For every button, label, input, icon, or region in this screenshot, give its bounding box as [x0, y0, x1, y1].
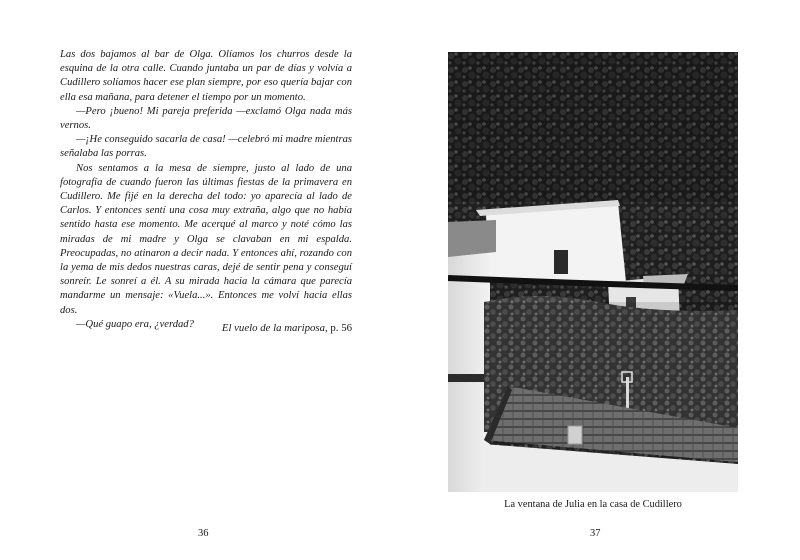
photo-caption: La ventana de Julia en la casa de Cudillero	[504, 499, 682, 510]
paragraph-3: —¡He conseguido sacarla de casa! —celebró mi madre mientras señalaba las porras.	[60, 134, 352, 160]
page-number-right: 37	[590, 528, 601, 539]
paragraph-1: Las dos bajamos al bar de Olga. Olíamos los churros desde la esquina de la otra calle. Cuando juntaba un par de días y volvía a Cudillero solíamos hacer ese plan siempre, por eso quería bajar con ella esa mañana, para detener el tiempo por un momento.	[60, 49, 352, 103]
paragraph-4: Nos sentamos a la mesa de siempre, justo al lado de una fotografía de cuando fueron las últimas fiestas de la primavera en Cudillero. Me fijé en la derecha del todo: yo aparecía al lado de Carlos. Y entonces sentí una cosa muy extraña, algo que no había sentido hasta ese momento. Me acerqué al marco y noté cómo las miradas de mi madre y Olga se clavaban en mi espalda. Preocupadas, no atinaron a decir nada. Y entonces ahí, rozando con la yema de mis dedos nuestras caras, dejé de sentir pena y conseguí sonreír. Le sonreí a él. A su mirada hacia la cámara que parecía mandarme un mensaje: «Vuela...». Entonces me volví hacia ellas dos.	[60, 162, 352, 316]
citation-title: El vuelo de la mariposa	[221, 322, 325, 334]
citation-page: , p. 56	[325, 322, 352, 334]
photograph	[448, 52, 738, 492]
paragraph-5: —Qué guapo era, ¿verdad?	[76, 318, 194, 330]
page-number-left: 36	[198, 528, 209, 539]
photo-illustration	[448, 52, 738, 492]
body-text	[60, 48, 352, 332]
citation	[60, 322, 352, 334]
paragraph-2: —Pero ¡bueno! Mi pareja preferida —exclamó Olga nada más vernos.	[60, 105, 352, 132]
